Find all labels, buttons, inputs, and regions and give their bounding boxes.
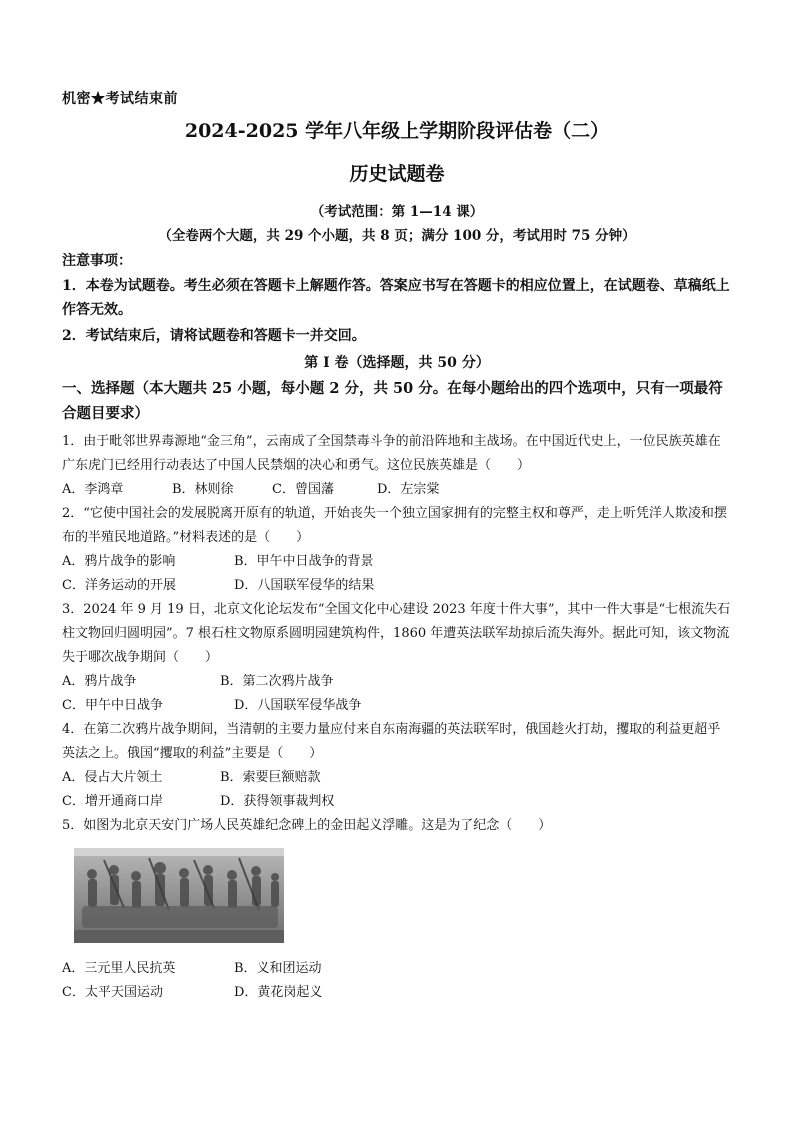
option-a: A．侵占大片领土 <box>62 770 163 785</box>
option-row <box>62 981 732 1005</box>
exam-title: 2024-2025 学年八年级上学期阶段评估卷（二） <box>184 120 610 142</box>
option-row <box>62 766 732 790</box>
option-a: A．三元里人民抗英 <box>62 961 176 976</box>
notice-item: 2．考试结束后，请将试题卷和答题卡一并交回。 <box>62 328 366 344</box>
option-c: C．甲午中日战争 <box>62 698 163 713</box>
option-row <box>62 574 732 598</box>
option-d: D．八国联军侵华的结果 <box>234 578 375 593</box>
relief-sculpture-image <box>74 848 284 943</box>
question-stem: 4．在第二次鸦片战争期间，当清朝的主要力量应付来自东南海疆的英法联军时，俄国趁火打劫，攫取的利益更超乎英法之上。俄国“攫取的利益”主要是（ ） <box>62 722 721 761</box>
option-b: B．林则徐 <box>172 482 234 497</box>
option-c: C．太平天国运动 <box>62 985 163 1000</box>
option-row <box>62 957 732 981</box>
option-b: B．索要巨额赔款 <box>220 770 321 785</box>
option-c: C．增开通商口岸 <box>62 794 163 809</box>
option-c: C．洋务运动的开展 <box>62 578 176 593</box>
question-3 <box>62 598 732 718</box>
option-d: D．黄花岗起义 <box>234 985 323 1000</box>
option-a: A．李鸿章 <box>62 482 124 497</box>
section-title: 一、选择题（本大题共 25 小题，每小题 2 分，共 50 分。在每小题给出的四个选项中，只有一项最符合题目要求） <box>62 380 723 422</box>
option-row <box>62 550 732 574</box>
question-stem: 5．如图为北京天安门广场人民英雄纪念碑上的金田起义浮雕。这是为了纪念（ ） <box>62 818 552 833</box>
option-b: B．义和团运动 <box>234 961 322 976</box>
question-4 <box>62 718 732 814</box>
question-2 <box>62 502 732 598</box>
option-c: C．曾国藩 <box>272 482 334 497</box>
option-row <box>62 670 732 694</box>
notice-title: 注意事项： <box>62 253 132 269</box>
option-row <box>62 790 732 814</box>
option-row <box>62 478 732 502</box>
option-b: B．甲午中日战争的背景 <box>234 554 374 569</box>
confidential-mark: 机密★考试结束前 <box>62 91 178 107</box>
exam-subtitle: 历史试题卷 <box>349 163 445 185</box>
option-b: B．第二次鸦片战争 <box>220 674 334 689</box>
question-stem: 2．“它使中国社会的发展脱离开原有的轨道，开始丧失一个独立国家拥有的完整主权和尊严，走上听凭洋人欺凌和摆布的半殖民地道路。”材料表述的是（ ） <box>62 506 727 545</box>
option-a: A．鸦片战争的影响 <box>62 554 176 569</box>
exam-summary: （全卷两个大题，共 29 个小题，共 8 页；满分 100 分，考试用时 75 分钟） <box>158 228 636 244</box>
question-1 <box>62 430 732 502</box>
question-5 <box>62 814 732 1005</box>
exam-scope: （考试范围：第 1—14 课） <box>310 204 484 220</box>
option-d: D．获得领事裁判权 <box>220 794 335 809</box>
option-d: D．左宗棠 <box>377 482 440 497</box>
option-row <box>62 694 732 718</box>
option-a: A．鸦片战争 <box>62 674 137 689</box>
relief-sculpture-illustration <box>74 848 284 943</box>
question-stem: 1．由于毗邻世界毒源地“金三角”，云南成了全国禁毒斗争的前沿阵地和主战场。在中国近代史上，一位民族英雄在广东虎门已经用行动表达了中国人民禁烟的决心和勇气。这位民族英雄是（ ） <box>62 434 721 473</box>
question-stem: 3．2024 年 9 月 19 日，北京文化论坛发布“全国文化中心建设 2023 年度十件大事”，其中一件大事是“七根流失石柱文物回归圆明园”。7 根石柱文物原系圆明园建筑构件，1860 年遭英法联军劫掠后流失海外。据此可知，该文物流失于哪次战争期间（ ） <box>62 602 731 665</box>
notice-item: 1．本卷为试题卷。考生必须在答题卡上解题作答。答案应书写在答题卡的相应位置上，在试题卷、草稿纸上作答无效。 <box>62 278 730 318</box>
part-title: 第 I 卷（选择题，共 50 分） <box>304 355 490 371</box>
option-d: D．八国联军侵华战争 <box>234 698 362 713</box>
